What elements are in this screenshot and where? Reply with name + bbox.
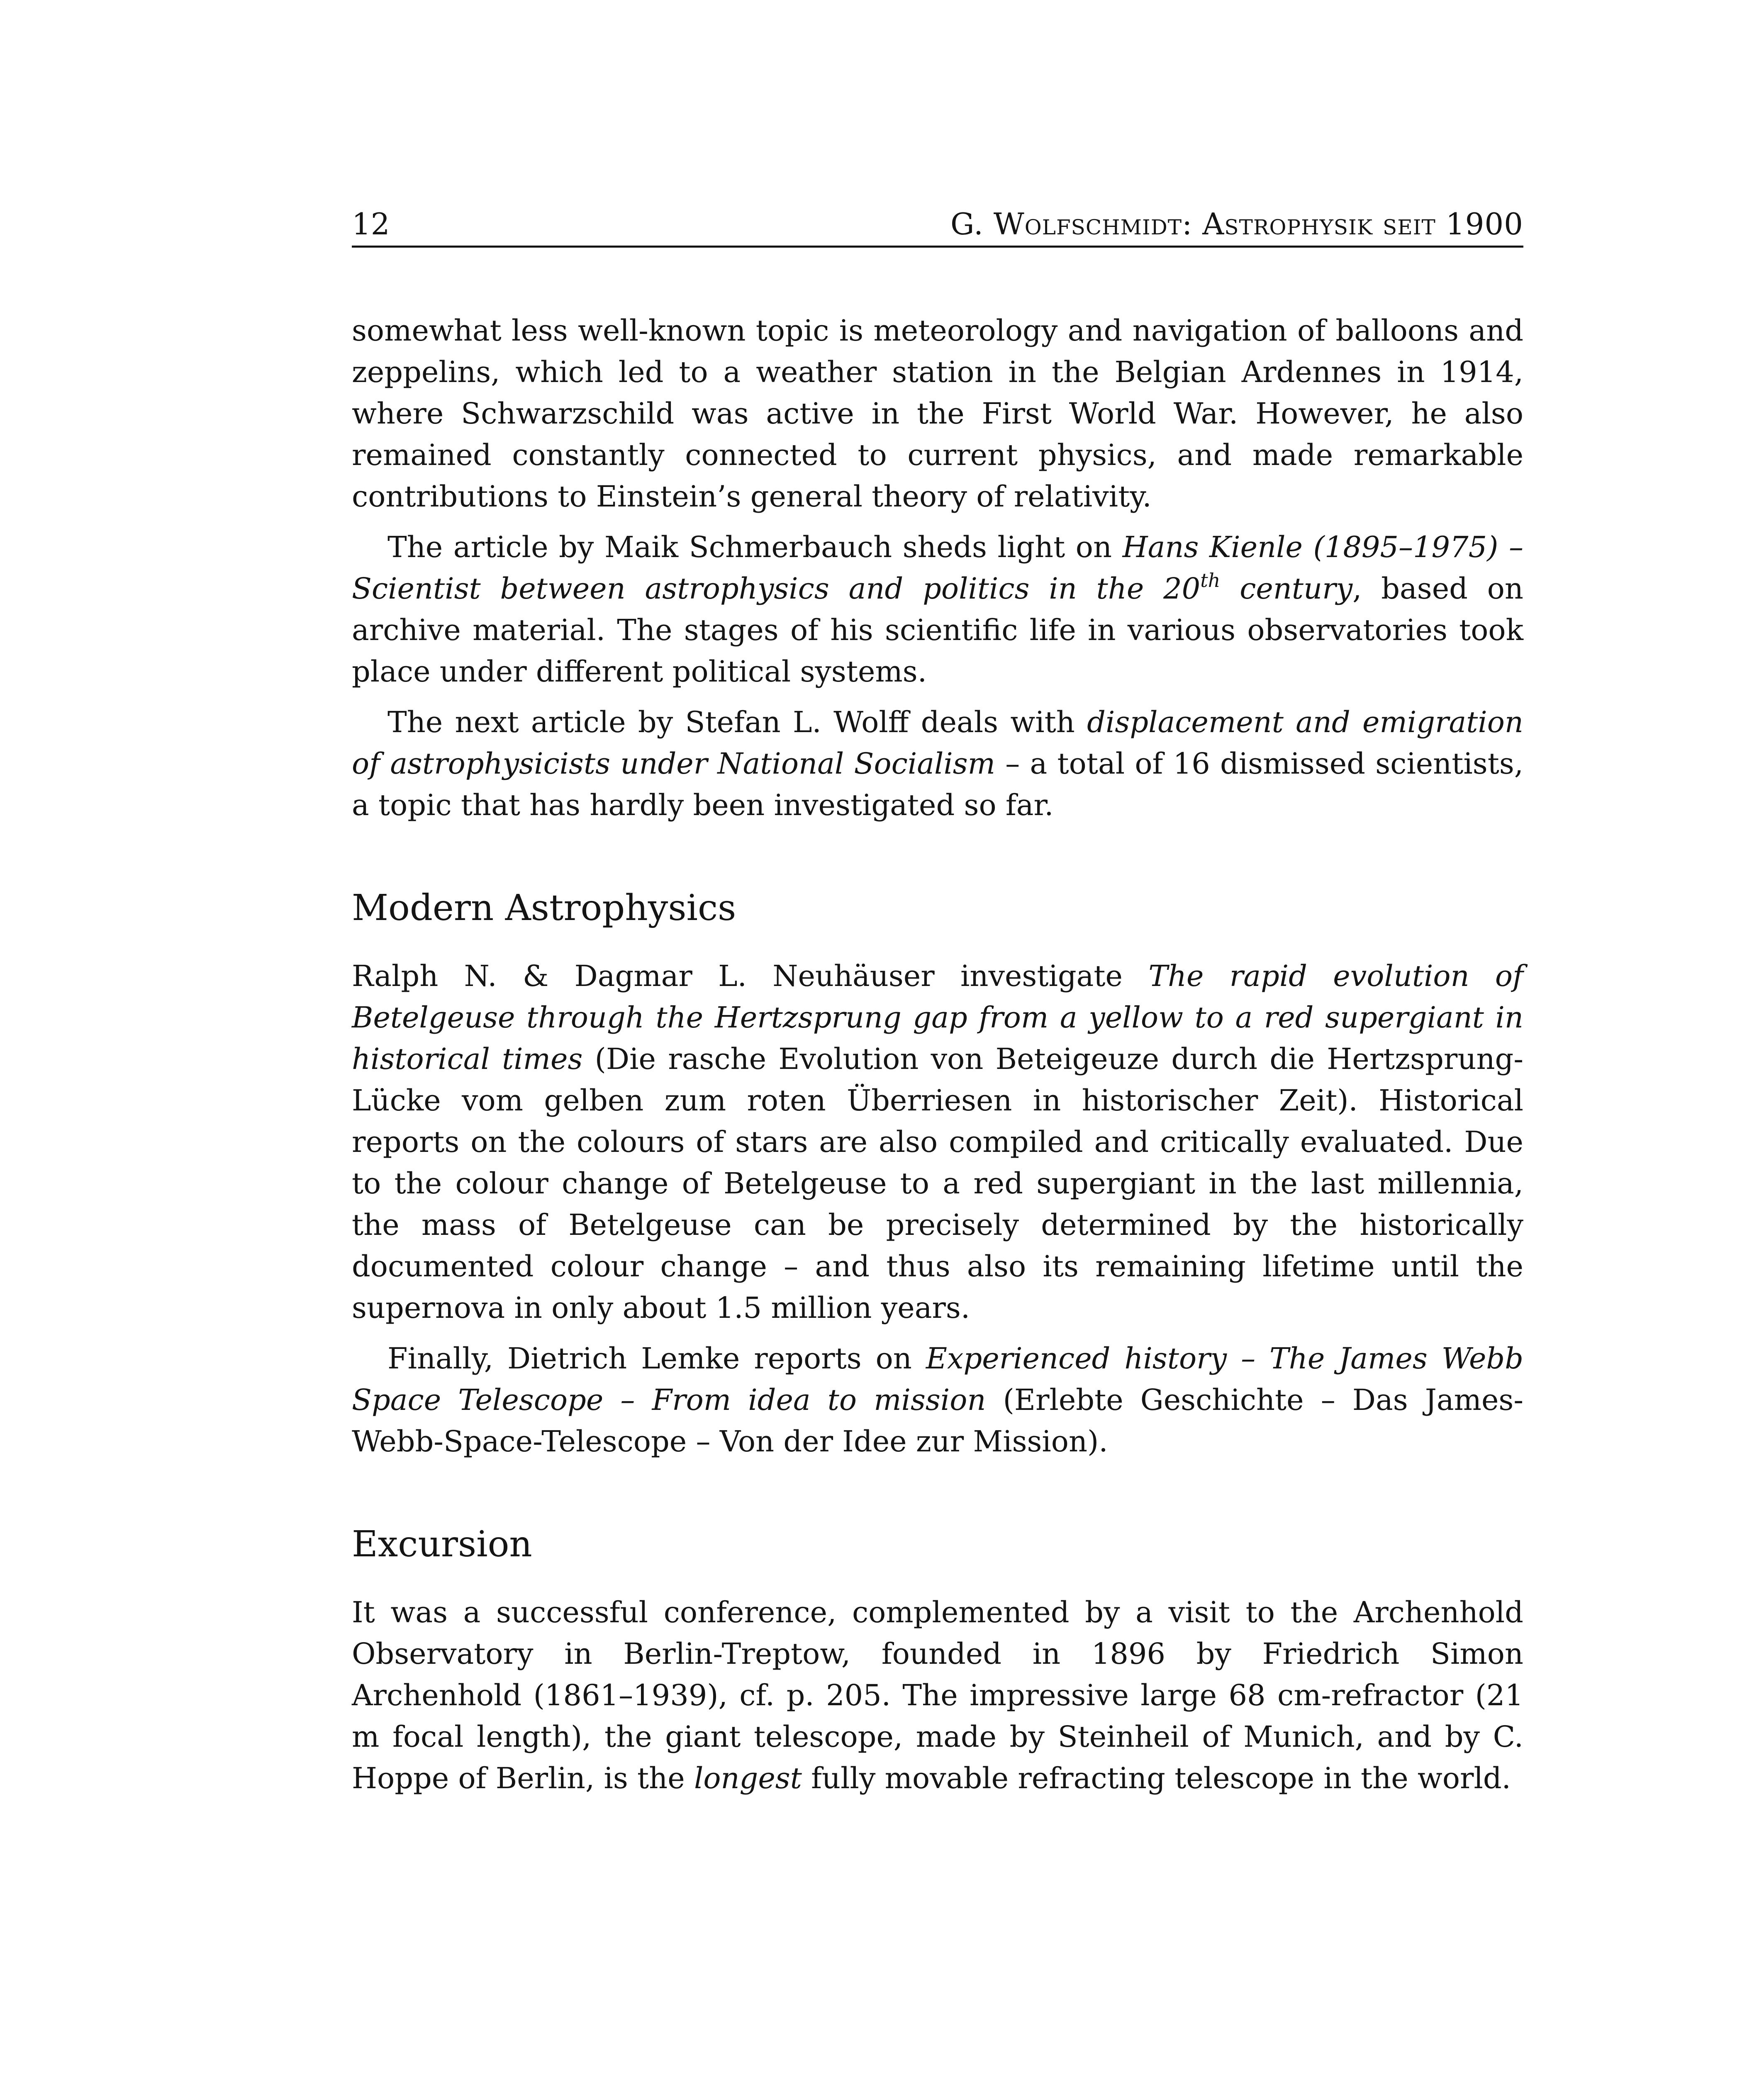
paragraph-lead: The next article by Stefan L. Wolff deals with bbox=[387, 705, 1087, 739]
intro-paragraph-1: somewhat less well-known topic is meteorology and navigation of balloons and zeppelins, which led to a weather station in the Belgian Ardennes in 1914, where Schwarzschild was active in the First World War. However, he also remained constantly connected to current physics, and made remarkable contributions to Einstein’s general theory of relativity. bbox=[352, 314, 1523, 514]
running-title: G. Wolfschmidt: Astrophysik seit 1900 bbox=[950, 207, 1523, 241]
paragraph-tail: , based on archive material. The stages of his scientific life in various observatories took place under different political systems. bbox=[352, 572, 1523, 689]
modern-paragraph-2 bbox=[352, 1338, 1523, 1462]
emphasis: longest bbox=[694, 1761, 802, 1795]
article-title-part: Hans Kienle (1895–1975) – Scientist between astrophysics and politics in the 20 bbox=[352, 530, 1523, 606]
article-title: displacement and emigration of astrophysicists under National Socialism bbox=[352, 705, 1523, 781]
page-number: 12 bbox=[352, 207, 390, 241]
modern-paragraph-1 bbox=[352, 955, 1523, 1329]
body-text bbox=[352, 310, 1523, 1799]
paragraph-tail: (Die rasche Evolution von Beteigeuze durch die Hertzsprung-Lücke vom gelben zum roten Überriesen in historischer Zeit). Historical reports on the colours of stars are also compiled and critically evaluated. Due to the colour change of Betelgeuse to a red supergiant in the last millennia, the mass of Betelgeuse can be precisely determined by the historically documented colour change – and thus also its remaining lifetime until the supernova in only about 1.5 million years. bbox=[352, 1042, 1523, 1325]
ordinal-suffix: th bbox=[1200, 569, 1221, 592]
intro-paragraph-2 bbox=[352, 526, 1523, 692]
article-title: Experienced history – The James Webb Space Telescope – From idea to mission bbox=[352, 1341, 1524, 1417]
paragraph-tail: (Erlebte Geschichte – Das James-Webb-Space-Telescope – Von der Idee zur Mission). bbox=[352, 1383, 1523, 1458]
paragraph-lead: The article by Maik Schmerbauch sheds light on bbox=[387, 530, 1123, 564]
intro-paragraph-3 bbox=[352, 701, 1523, 826]
document-page bbox=[352, 199, 1523, 1799]
paragraph-lead: It was a successful conference, complemented by a visit to the Archenhold Observatory in Berlin-Treptow, founded in 1896 by Friedrich Simon Archenhold (1861–1939), cf. p. 205. The impressive large 68 cm-refractor (21 m focal length), the giant telescope, made by Steinheil of Munich, and by C. Hoppe of Berlin, is the bbox=[352, 1595, 1523, 1795]
article-title-part: century bbox=[1220, 572, 1353, 606]
paragraph-lead: Finally, Dietrich Lemke reports on bbox=[387, 1341, 926, 1375]
excursion-paragraph-1 bbox=[352, 1592, 1523, 1799]
paragraph-tail: fully movable refracting telescope in the world. bbox=[802, 1761, 1511, 1795]
section-heading-modern-astrophysics: Modern Astrophysics bbox=[352, 887, 736, 929]
paragraph-tail: – a total of 16 dismissed scientists, a topic that has hardly been investigated so far. bbox=[352, 747, 1523, 822]
paragraph-lead: Ralph N. & Dagmar L. Neuhäuser investigate bbox=[352, 959, 1149, 993]
running-head bbox=[352, 199, 1523, 248]
section-heading-excursion: Excursion bbox=[352, 1524, 532, 1565]
article-title: The rapid evolution of Betelgeuse through the Hertzsprung gap from a yellow to a red supergiant in historical times bbox=[352, 959, 1523, 1076]
